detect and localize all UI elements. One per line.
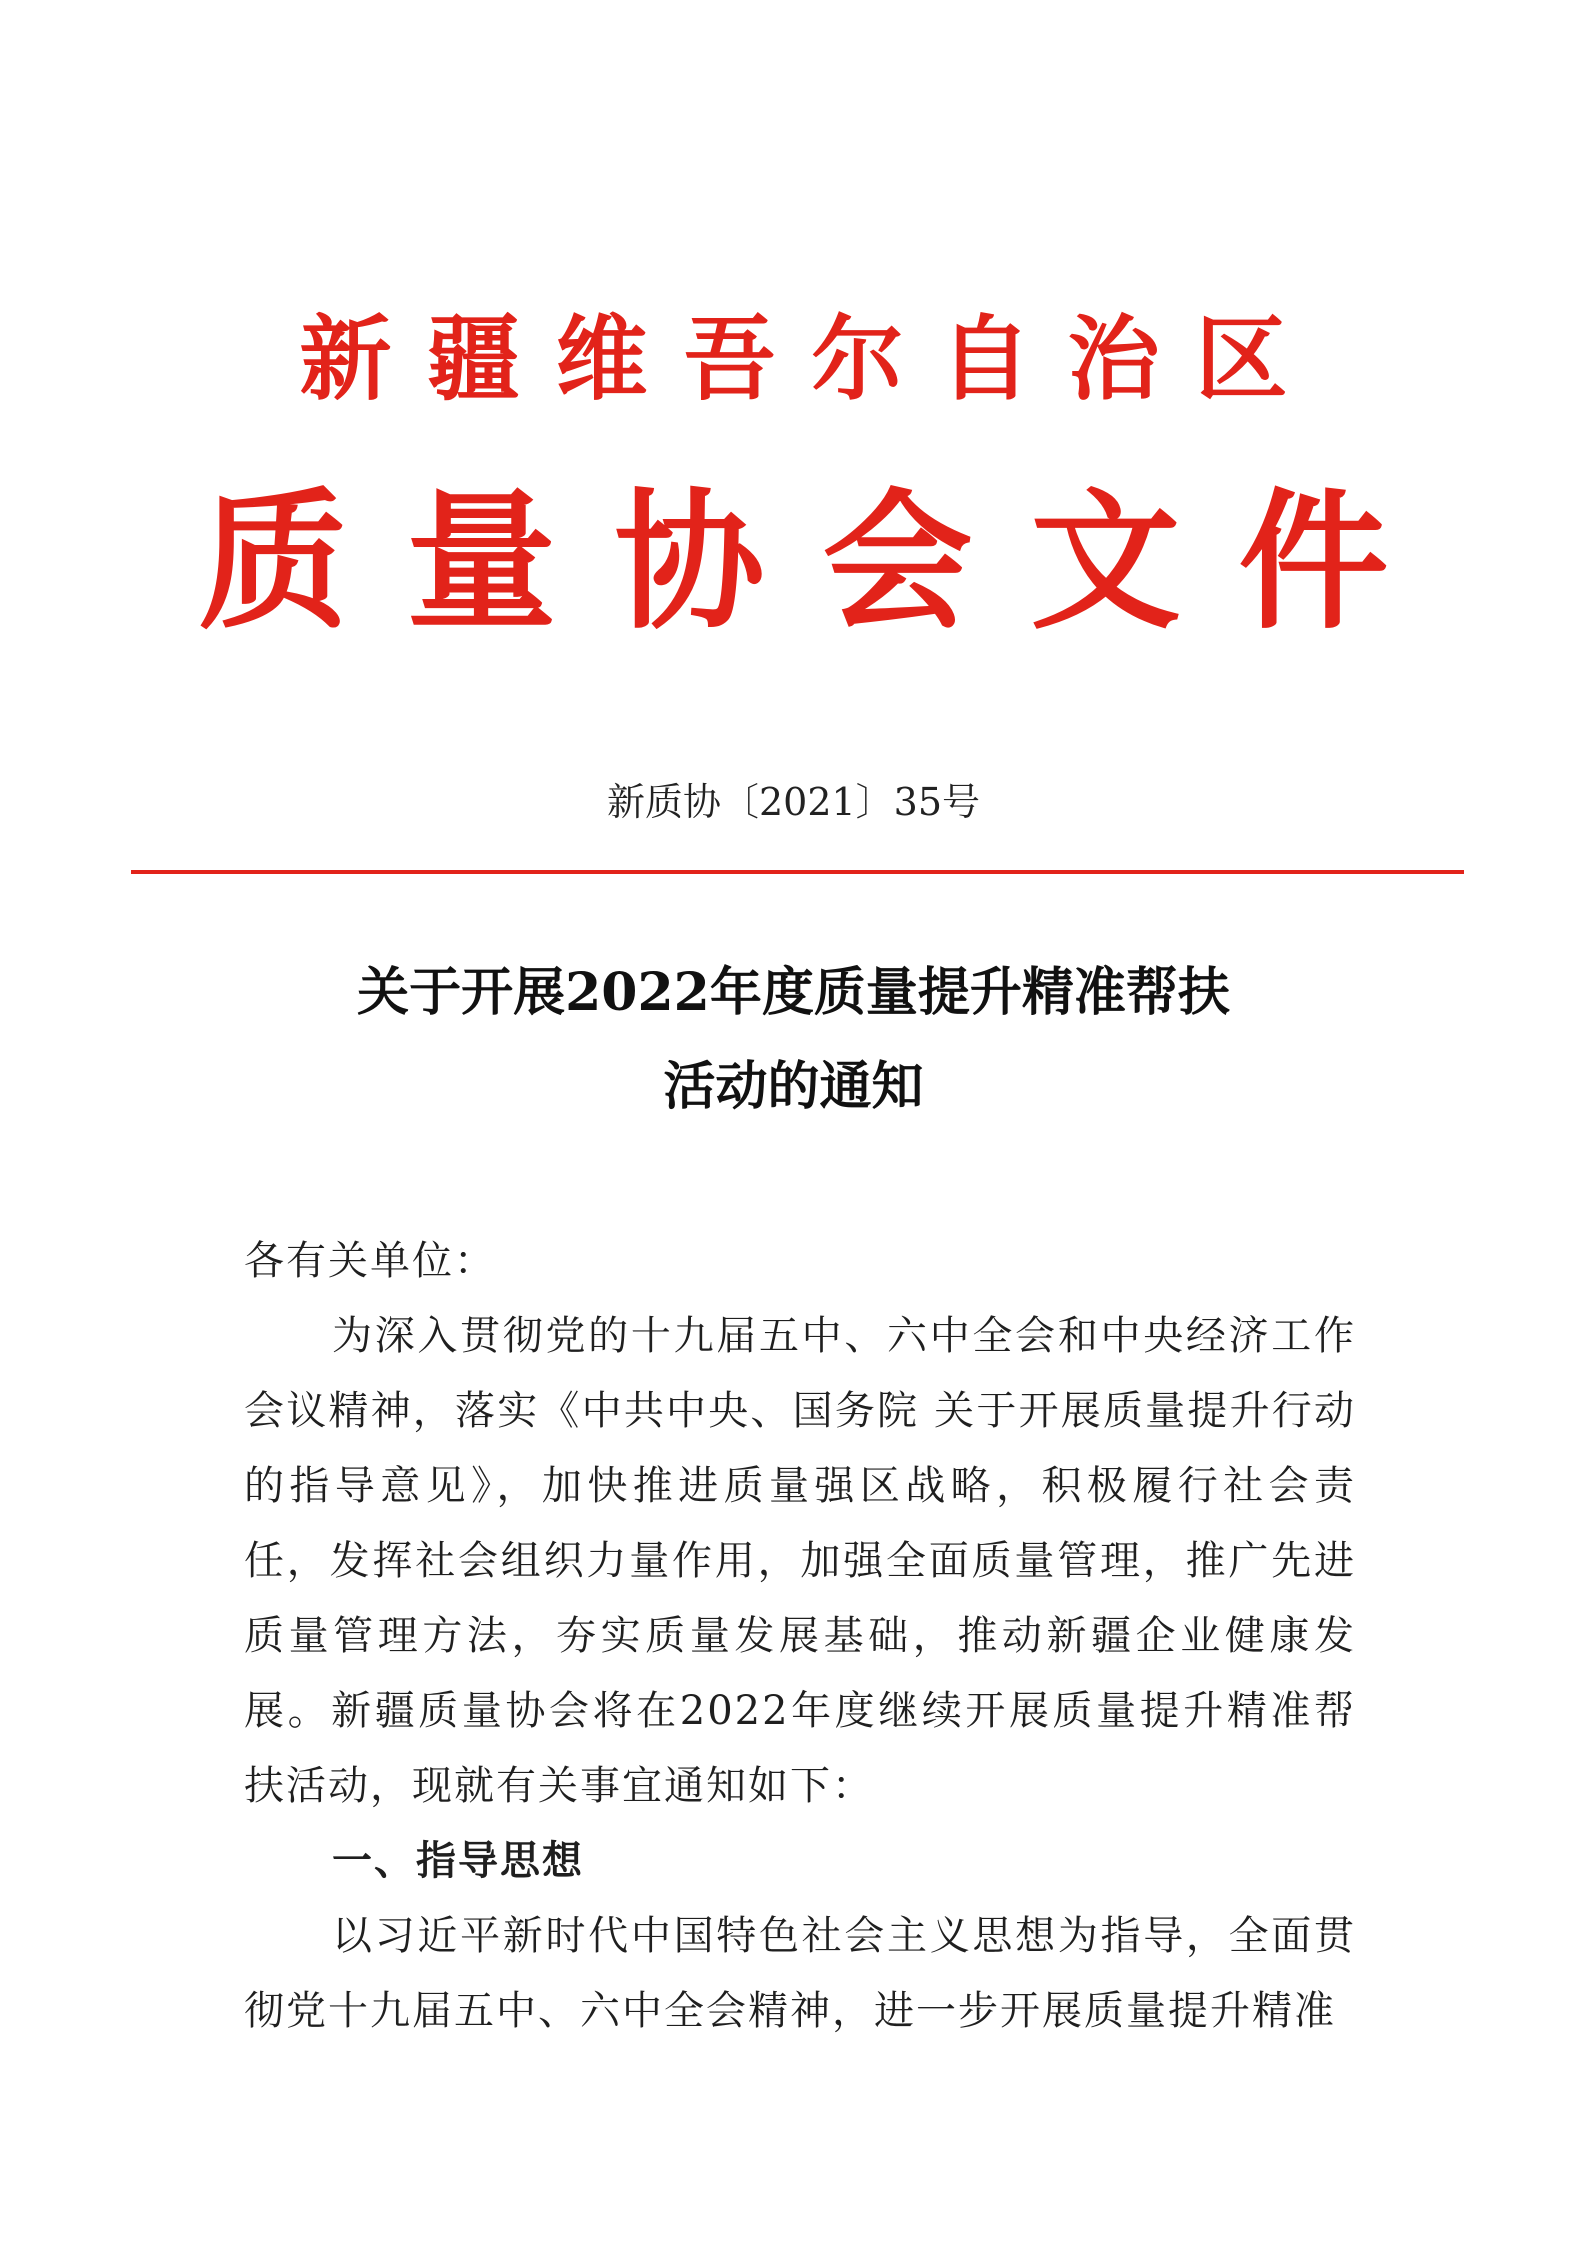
- document-body: [244, 1224, 1356, 2049]
- title-line1: 关于开展2022年度质量提升精准帮扶: [357, 962, 1230, 1023]
- document-number: 新质协〔2021〕35号: [606, 780, 981, 824]
- salutation: 各有关单位：: [244, 1238, 496, 1284]
- issuer-name-line1: 新疆维吾尔自治区: [299, 306, 1324, 413]
- section-heading-1: 一、指导思想: [332, 1838, 584, 1884]
- body-paragraph-2: 以习近平新时代中国特色社会主义思想为指导，全面贯彻党十九届五中、六中全会精神，进一步开展质量提升精准: [244, 1913, 1356, 2034]
- body-paragraph-1: 为深入贯彻党的十九届五中、六中全会和中央经济工作会议精神，落实《中共中央、国务院 关于开展质量提升行动的指导意见》，加快推进质量强区战略，积极履行社会责任，发挥社会组织力量作用，加强全面质量管理，推广先进质量管理方法，夯实质量发展基础，推动新疆企业健康发展。新疆质量协会将在2022年度继续开展质量提升精准帮扶活动，现就有关事宜通知如下：: [244, 1313, 1356, 1809]
- document-title: [0, 946, 1587, 1134]
- title-line2: 活动的通知: [663, 1056, 924, 1117]
- issuer-name-line2: 质量协会文件: [198, 476, 1447, 650]
- red-divider-line: [131, 870, 1464, 874]
